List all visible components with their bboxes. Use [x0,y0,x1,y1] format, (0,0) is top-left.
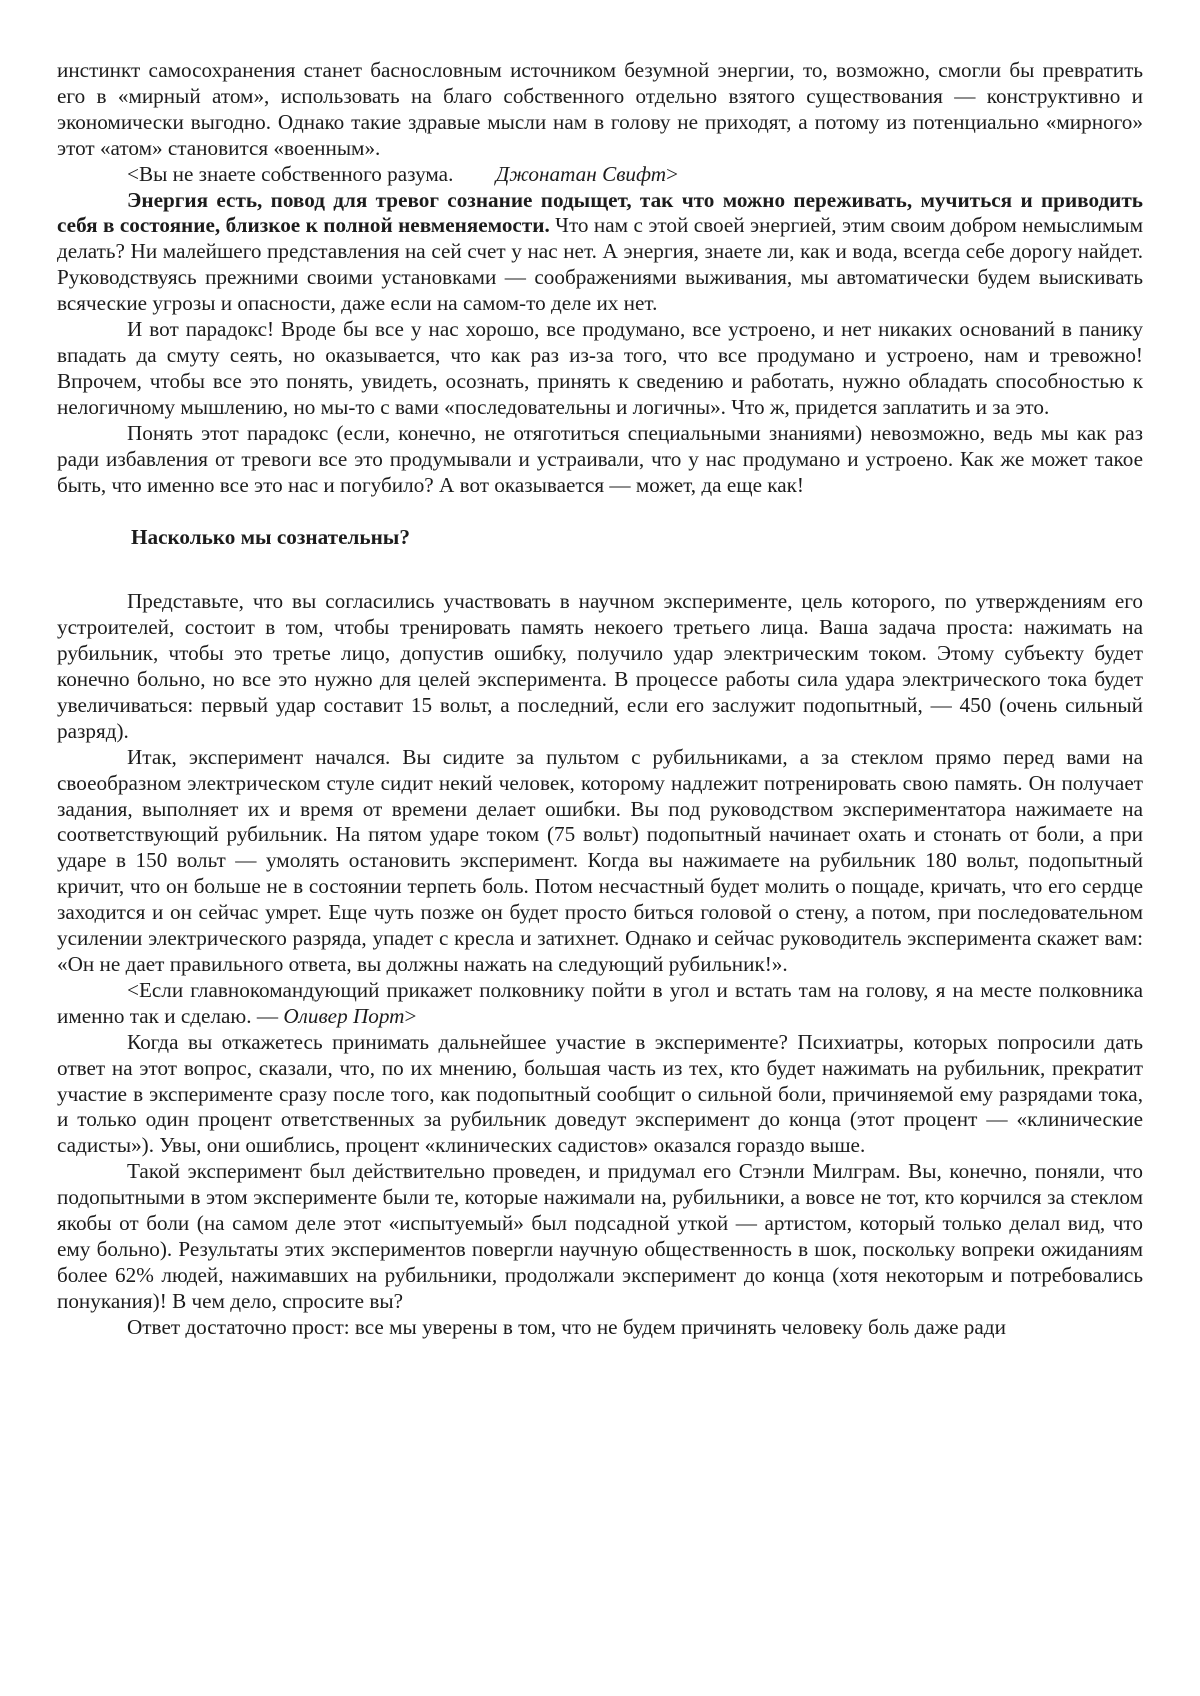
paragraph-experiment: Итак, эксперимент начался. Вы сидите за пультом с рубильниками, а за стеклом прямо перед вами на своеобразном электрическом стуле сидит некий человек, которому надлежит потренировать свою память. Он получает задания, выполняет их и время от времени делает ошибки. Вы под руководством экспериментатора нажимаете на соответствующий рубильник. На пятом ударе током (75 вольт) подопытный начинает охать и стонать от боли, а при ударе в 150 вольт — умолять остановить эксперимент. Когда вы нажимаете на рубильник 180 вольт, подопытный кричит, что он больше не в состоянии терпеть боль. Потом несчастный будет молить о пощаде, кричать, что его сердце заходится и он сейчас умрет. Еще чуть позже он будет просто биться головой о стену, а потом, при последовательном усилении электрического разряда, упадет с кресла и затихнет. Однако и сейчас руководитель эксперимента скажет вам: «Он не дает правильного ответа, вы должны нажать на следующий рубильник!». [57,744,1143,976]
bold-statement: Энергия есть, повод для тревог сознание подыщет, так что можно переживать, мучиться и приводить себя в состояние, близкое к полной невменяемости. [57,187,1143,238]
spacer [57,551,1143,589]
paragraph-continuation: инстинкт самосохранения станет баснословным источником безумной энергии, то, возможно, смогли бы превратить его в «мирный атом», использовать на благо собственного отдельно взятого существования — конструктивно и экономически выгодно. Однако такие здравые мысли нам в голову не приходят, а потому из потенциально «мирного» этот «атом» становится «военным». [57,58,1143,160]
epigraph-author: Оливер Порт [283,1003,405,1028]
paragraph-understand: Понять этот парадокс (если, конечно, не отяготиться специальными знаниями) невозможно, ведь мы как раз ради избавления от тревоги все это продумывали и устраивали, что у нас продумано и устроено. Как же может такое быть, что именно все это нас и погубило? А вот оказывается — может, да еще как! [57,420,1143,497]
paragraph-milgram: Такой эксперимент был действительно проведен, и придумал его Стэнли Милграм. Вы, конечно, поняли, что подопытными в этом эксперименте были те, которые нажимали на, рубильники, а вовсе не тот, кто корчился за стеклом якобы от боли (на самом деле этот «испытуемый» был подсадной уткой — артистом, который только делал вид, что ему больно). Результаты этих экспериментов повергли научную общественность в шок, поскольку вопреки ожиданиям более 62% людей, нажимавших на рубильники, продолжали эксперимент до конца (хотя некоторым и потребовались понукания)! В чем дело, спросите вы? [57,1159,1143,1313]
epigraph-end: > [404,1003,417,1028]
epigraph-text: <Вы не знаете собственного разума. [127,161,454,186]
section-heading: Насколько мы сознательны? [131,525,410,550]
paragraph-energy-rest: Что нам с этой своей энергией, этим своим добром немыслимым делать? Ни малейшего представления на сей счет у нас нет. А энергия, знаете ли, как и вода, всегда себе дорогу найдет. Руководствуясь прежними своими установками — соображениями выживания, мы автоматически будем выискивать всяческие угрозы и опасности, даже если на самом-то деле их нет. [57,213,1143,316]
epigraph-end: > [666,161,679,186]
spacer [57,498,1143,525]
epigraph-author: Джонатан Свифт [495,161,667,186]
paragraph-psychiatrists: Когда вы откажетесь принимать дальнейшее участие в эксперименте? Психиатры, которых попросили дать ответ на этот вопрос, сказали, что, по их мнению, большая часть из тех, кто будет нажимать на рубильник, прекратит участие в эксперименте сразу после того, как подопытный сообщит о сильной боли, причиняемой ему разрядами тока, и только один процент ответственных за рубильник доведут эксперимент до конца (этот процент — «клинические садисты»). Увы, они ошиблись, процент «клинических садистов» оказался гораздо выше. [57,1029,1143,1158]
paragraph-paradox: И вот парадокс! Вроде бы все у нас хорошо, все продумано, все устроено, и нет никаких оснований в панику впадать да смуту сеять, но оказывается, что как раз из-за того, что все продумано и устроено, нам и тревожно! Впрочем, чтобы все это понять, увидеть, осознать, принять к сведению и работать, нужно обладать способностью к нелогичному мышлению, но мы-то с вами «последовательны и логичны». Что ж, придется заплатить и за это. [57,317,1143,419]
paragraph-energy [57,188,1143,318]
paragraph-answer: Ответ достаточно прост: все мы уверены в том, что не будем причинять человеку боль даже ради [127,1314,1006,1339]
paragraph-imagine: Представьте, что вы согласились участвовать в научном эксперименте, цель которого, по утверждениям его устроителей, состоит в том, чтобы тренировать память некоего третьего лица. Ваша задача проста: нажимать на рубильник, чтобы это третье лицо, допустив ошибку, получило удар электрическим током. Этому субъекту будет конечно больно, но все это нужно для целей эксперимента. В процессе работы сила удара электрического тока будет увеличиваться: первый удар составит 15 вольт, а последний, если его заслужит подопытный, — 450 (очень сильный разряд). [57,589,1143,743]
epigraph-swift [57,162,1143,188]
epigraph-port [57,978,1143,1030]
epigraph-text: <Если главнокомандующий прикажет полковнику пойти в угол и встать там на голову, я на месте полковника именно так и сделаю. — [57,977,1143,1028]
document-page [57,58,1143,1341]
